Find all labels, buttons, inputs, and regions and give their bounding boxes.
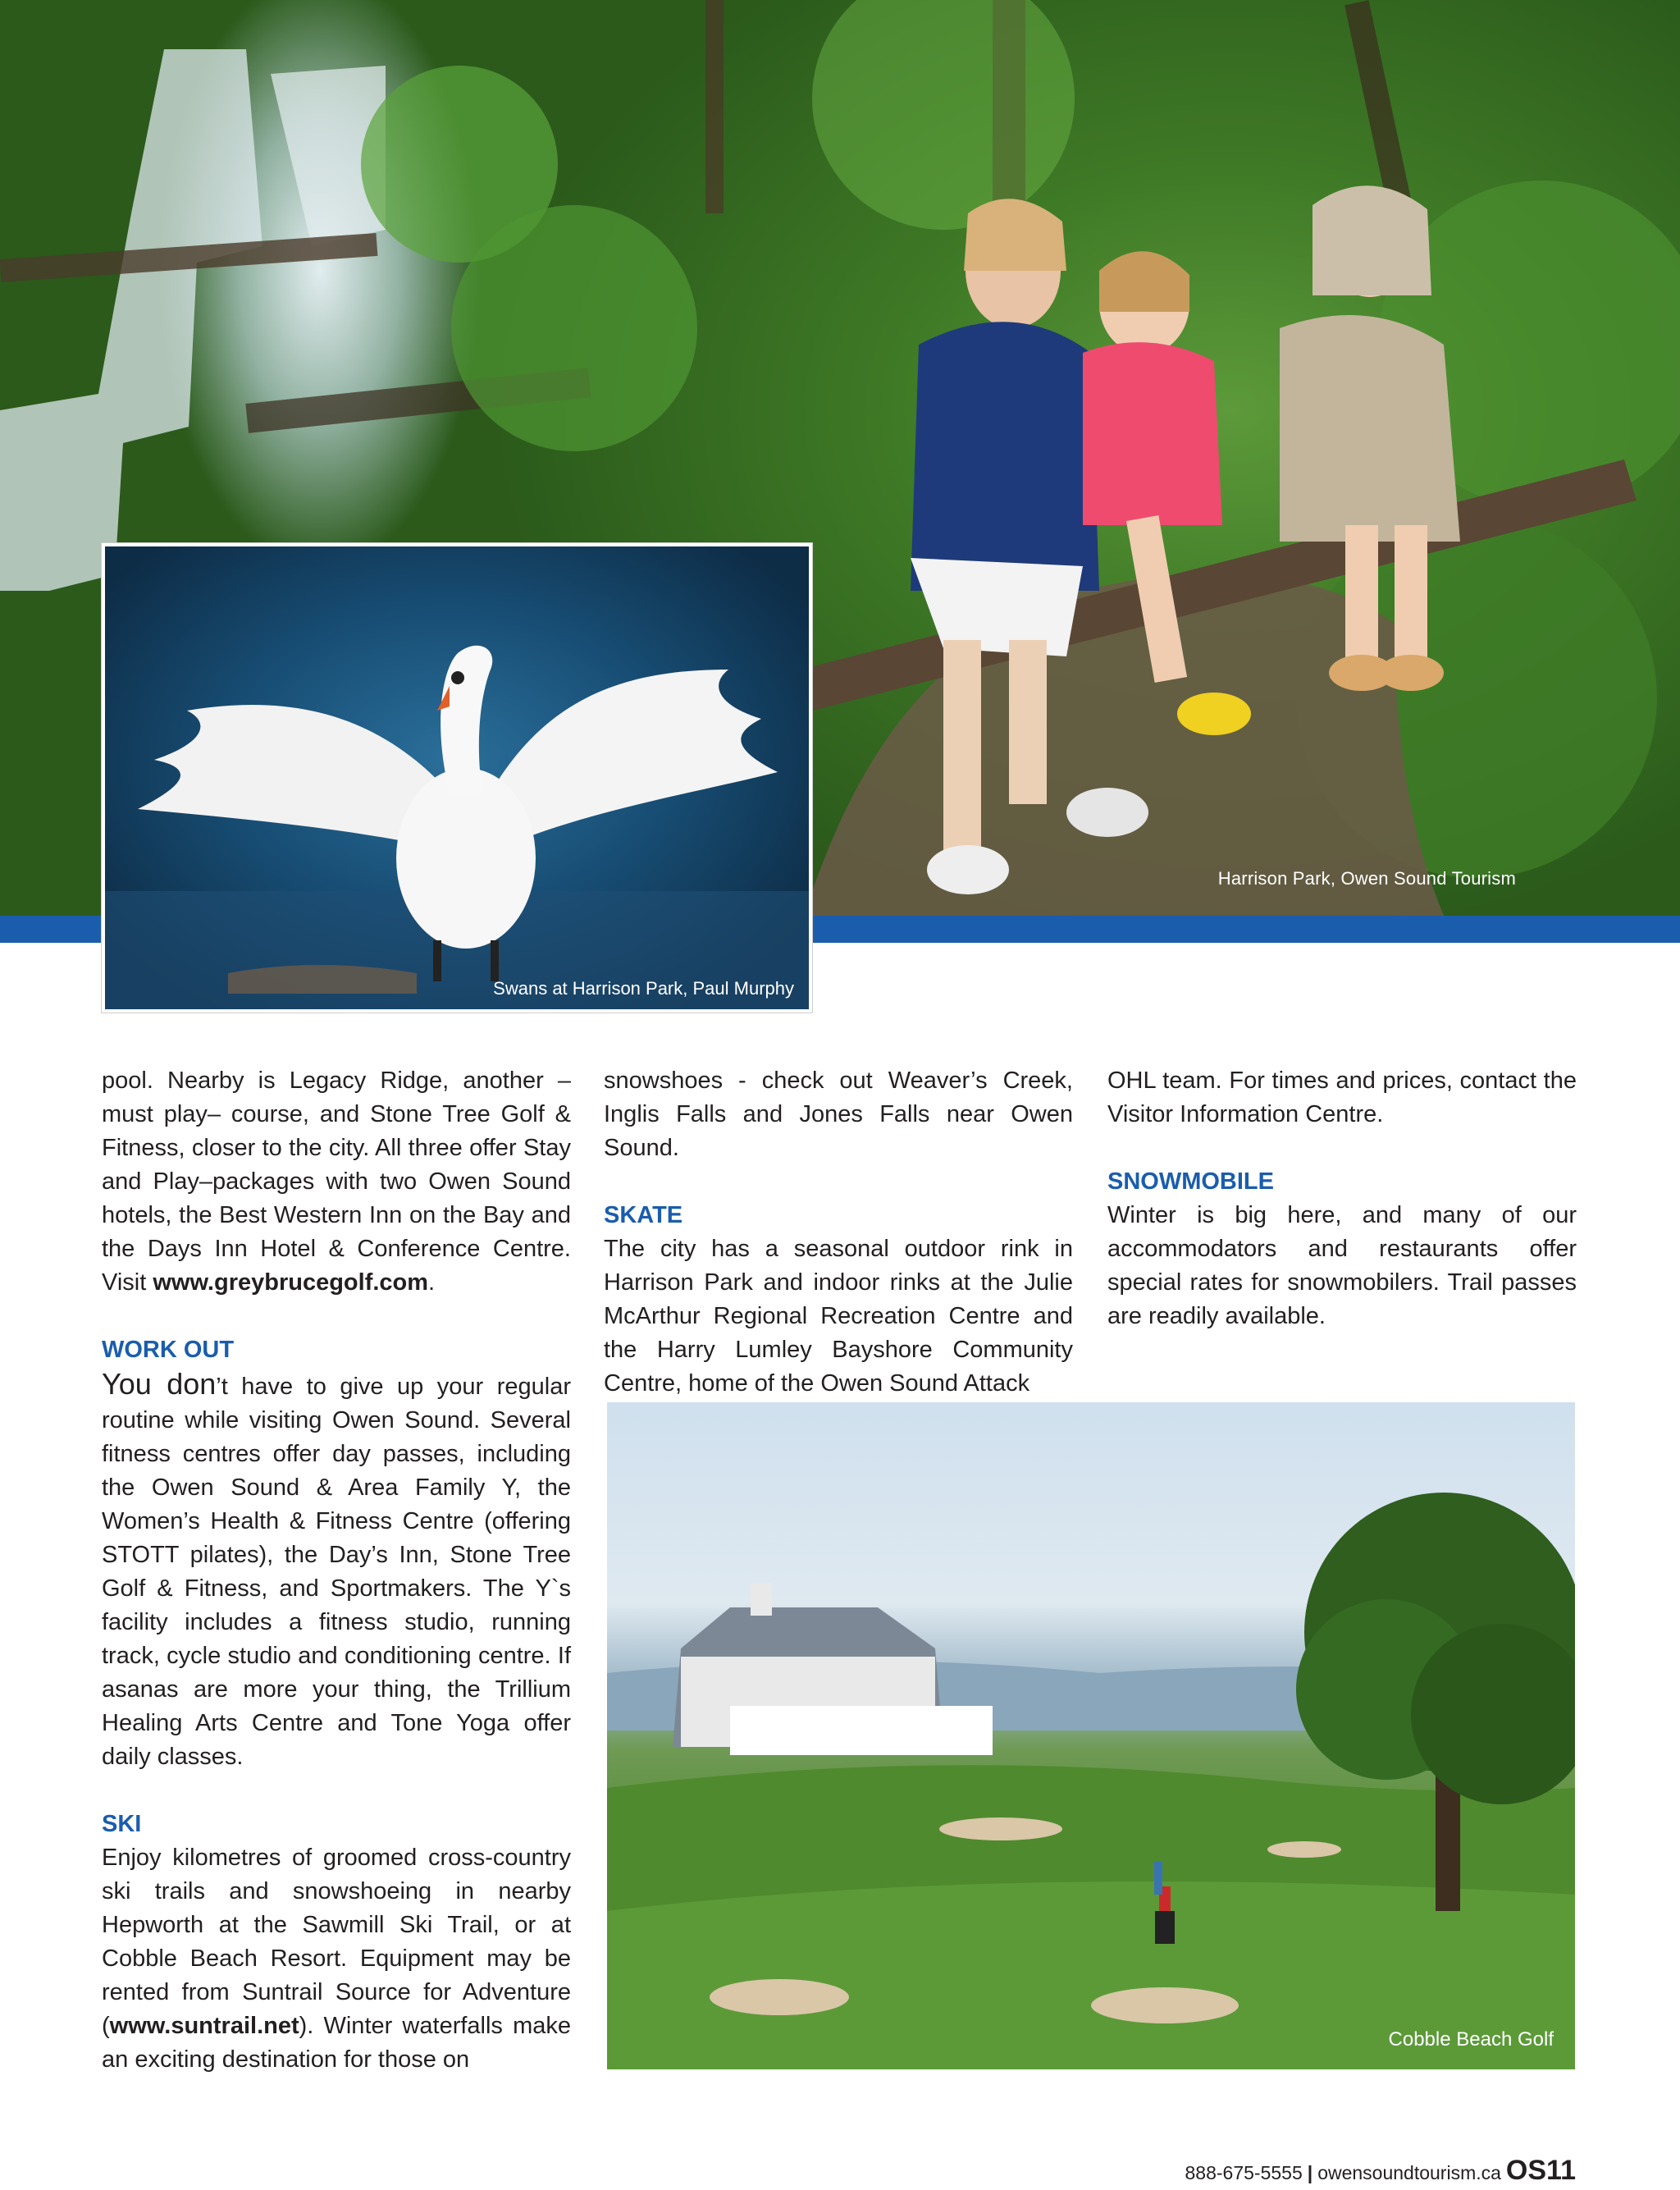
footer-phone: 888-675-5555 xyxy=(1185,2162,1303,2183)
workout-heading: WORK OUT xyxy=(102,1337,235,1363)
snowmobile-paragraph: Winter is big here, and many of our accommodators and restaurants offer special rates for snowmobilers. Trail passes are readily available. xyxy=(1107,1202,1577,1329)
footer-separator: | xyxy=(1307,2162,1313,2183)
text-column-1 xyxy=(102,1064,571,2110)
page-number: OS11 xyxy=(1505,2155,1576,2186)
ski-heading: SKI xyxy=(102,1811,142,1837)
ohl-paragraph: OHL team. For times and prices, contact the Visitor Information Centre. xyxy=(1107,1068,1577,1127)
golf-paragraph-text: pool. Nearby is Legacy Ridge, another – must play– course, and Stone Tree Golf & Fitness, closer to the city. All three offer Stay and Play–packages with two Owen Sound hotels, the Best Western Inn on the Bay and the Days Inn Hotel & Conference Centre. Visit xyxy=(102,1068,571,1296)
footer-website[interactable]: owensoundtourism.ca xyxy=(1317,2162,1501,2183)
ski-text: Enjoy kilometres of groomed cross-country ski trails and snowshoeing in nearby Hepworth at the Sawmill Ski Trail, or at Cobble Beach Resort. Equipment may be rented from Suntrail Source for Adventure ( xyxy=(102,1845,571,2039)
ski-paragraph xyxy=(102,1841,571,2077)
hero-photo-caption: Harrison Park, Owen Sound Tourism xyxy=(1217,868,1516,889)
greybrucegolf-link[interactable]: www.greybrucegolf.com xyxy=(153,1269,429,1296)
ski-text-end: ). Winter waterfalls make an exciting destination for those on xyxy=(102,2013,571,2073)
swan-illustration xyxy=(105,546,812,1013)
page-footer xyxy=(1185,2155,1576,2187)
golf-course-illustration xyxy=(607,1402,1575,2069)
suntrail-link[interactable]: www.suntrail.net xyxy=(109,2013,299,2039)
swan-photo-caption: Swans at Harrison Park, Paul Murphy xyxy=(493,978,794,999)
golf-photo-caption: Cobble Beach Golf xyxy=(1388,2028,1554,2051)
workout-paragraph xyxy=(102,1367,571,1774)
workout-text: ’t have to give up your regular routine while visiting Owen Sound. Several fitness centres offer day passes, including the Owen Sound & Area Family Y, the Women’s Health & Fitness Centre (offering STOTT pilates), the Day’s Inn, Stone Tree Golf & Fitness, and Sportmakers. The Y`s facility includes a fitness studio, running track, cycle studio and conditioning centre. If asanas are more your thing, the Trillium Healing Arts Centre and Tone Yoga offer daily classes. xyxy=(102,1374,571,1770)
golf-paragraph-end: . xyxy=(428,1269,436,1296)
skate-heading: SKATE xyxy=(604,1202,683,1228)
text-column-2 xyxy=(604,1064,1073,1434)
text-column-3 xyxy=(1107,1064,1577,1367)
golf-paragraph xyxy=(102,1064,571,1300)
workout-lead-in: You don xyxy=(102,1367,217,1401)
snowshoe-paragraph: snowshoes - check out Weaver’s Creek, Inglis Falls and Jones Falls near Owen Sound. xyxy=(604,1068,1073,1161)
swan-photo xyxy=(102,543,812,1013)
golf-photo xyxy=(607,1402,1575,2069)
skate-paragraph: The city has a seasonal outdoor rink in Harrison Park and indoor rinks at the Julie McArthur Regional Recreation Centre and the Harry Lumley Bayshore Community Centre, home of the Owen Sound Attack xyxy=(604,1236,1073,1397)
snowmobile-heading: SNOWMOBILE xyxy=(1107,1168,1274,1195)
